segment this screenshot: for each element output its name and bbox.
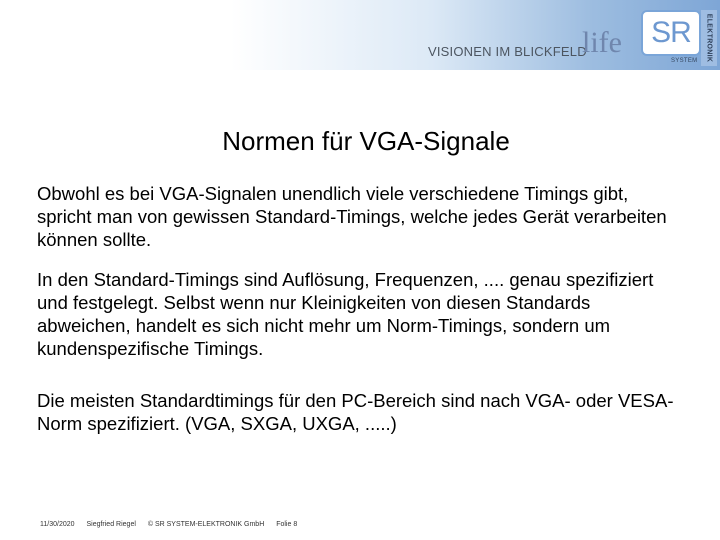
logo-system-text: SYSTEM (671, 58, 698, 64)
footer-date: 11/30/2020 (40, 521, 75, 528)
footer-author: Siegfried Riegel (86, 521, 136, 528)
paragraph-1: Obwohl es bei VGA-Signalen unendlich viele verschiedene Timings gibt, spricht man von gewissen Standard-Timings, welche jedes Gerät verarbeiten können sollte. (37, 183, 667, 250)
paragraph-2: In den Standard-Timings sind Auflösung, Frequenzen, .... genau spezifiziert und festgelegt. Selbst wenn nur Kleinigkeiten von diesen Standards abweichen, handelt es sich nicht mehr um Norm-Timings, sondern um kundenspezifische Timings. (37, 269, 654, 359)
paragraph-3: Die meisten Standardtimings für den PC-Bereich sind nach VGA- oder VESA- Norm spezifiziert. (VGA, SXGA, UXGA, .....) (37, 390, 674, 434)
header-banner (0, 0, 720, 70)
logo-elektronik-band (701, 10, 717, 66)
company-logo (641, 10, 719, 66)
slide-footer (40, 521, 307, 528)
header-life-wordmark: life (582, 26, 622, 59)
footer-copyright: © SR SYSTEM-ELEKTRONIK GmbH (147, 521, 265, 528)
logo-elektronik-text: ELEKTRONIK (705, 13, 713, 63)
slide-title: Normen für VGA-Signale (222, 126, 510, 156)
footer-slide-number: Folie 8 (276, 521, 298, 528)
logo-sr-mark: SR (641, 10, 701, 56)
header-slogan: VISIONEN IM BLICKFELD (428, 44, 587, 59)
